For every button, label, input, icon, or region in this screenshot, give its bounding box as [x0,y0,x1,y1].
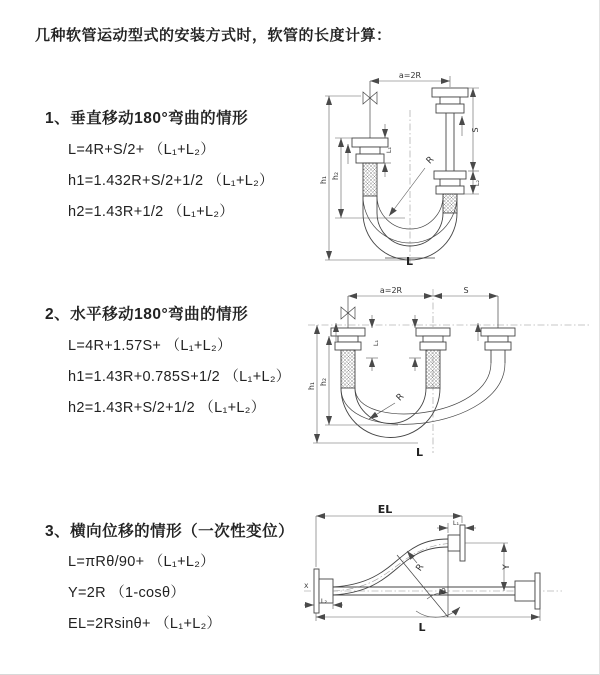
formula-line: h2=1.43R+S/2+1/2 （L₁+L₂） [68,400,266,416]
diagram-horizontal-bend [303,283,595,458]
valve-icon [363,92,370,104]
hose-curve [333,539,448,587]
formula-line: h2=1.43R+1/2 （L₁+L₂） [68,204,235,220]
braided-hose [363,163,377,196]
flange [448,535,460,551]
diagram-vertical-bend [315,68,585,268]
flange [481,328,515,336]
flange [352,138,388,147]
dim-label-el: EL [377,503,393,516]
radius-label: R [414,562,427,574]
braided-hose [426,350,440,388]
flange [434,171,466,179]
dim-label-l1: L₁ [452,519,460,527]
formula-line: Y=2R （1-cosθ） [68,585,186,601]
flange [432,88,468,97]
diagram-lateral-displacement [300,503,600,648]
dim-label-a2r: a=2R [398,71,422,80]
dim-label-l2: L₂ [473,179,481,187]
axis-label: X [304,582,309,590]
dim-label-s: S [463,286,469,295]
flange [416,328,450,336]
braided-hose [341,350,355,388]
dim-label-y: Y [502,564,512,570]
radius-label: R [424,154,437,167]
dim-label-h2: h₂ [319,377,328,387]
dim-label-l2: L₂ [320,597,328,605]
formula-line: h1=1.432R+S/2+1/2 （L₁+L₂） [68,173,274,189]
dim-label-h1: h₁ [307,381,316,391]
radius-label: R [394,391,407,404]
formula-line: EL=2Rsinθ+ （L₁+L₂） [68,616,222,632]
dim-label-h2: h₂ [331,171,340,181]
formula-line: h1=1.43R+0.785S+1/2 （L₁+L₂） [68,369,291,385]
dim-label-s: S [471,127,480,133]
length-label: L [406,255,414,268]
dim-label-l1: L₁ [372,339,380,347]
page-title: 几种软管运动型式的安装方式时，软管的长度计算： [35,27,392,44]
angle-label: θ [441,587,446,596]
dim-label-l: L [418,621,426,634]
valve-icon [341,307,348,319]
flange [314,569,319,613]
formula-line: L=4R+S/2+ （L₁+L₂） [68,142,216,158]
dim-label-h1: h₁ [319,175,328,185]
formula-line: L=4R+1.57S+ （L₁+L₂） [68,338,232,354]
length-label: L [416,446,424,458]
dim-label-l1: L₁ [385,146,393,154]
flange [515,581,535,601]
formula-line: L=πRθ/90+ （L₁+L₂） [68,554,215,570]
dim-label-a2r: a=2R [379,286,403,295]
section-3-heading: 3、横向位移的情形（一次性变位） [45,523,295,540]
section-1-heading: 1、垂直移动180°弯曲的情形 [45,110,249,127]
section-2-heading: 2、水平移动180°弯曲的情形 [45,306,249,323]
